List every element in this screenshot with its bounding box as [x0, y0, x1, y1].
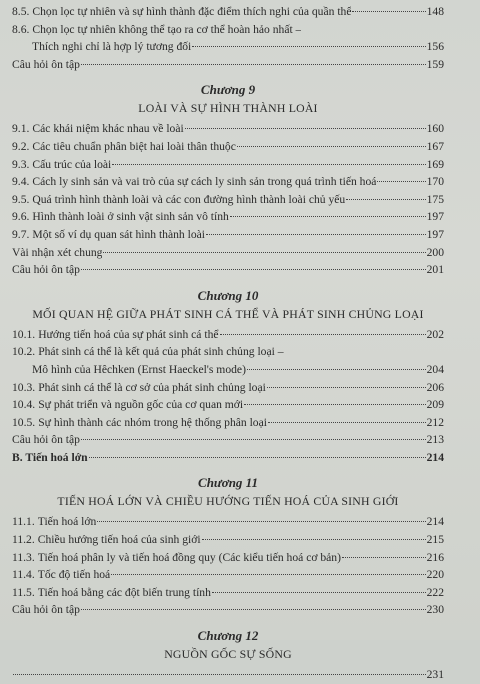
toc-entry — [12, 431, 444, 449]
page-number: 160 — [426, 122, 444, 136]
entry-title: Mô hình của Hêchken (Ernst Haeckel's mode) — [32, 362, 246, 376]
dot-leader — [192, 46, 425, 47]
entry-title: Vài nhận xét chung — [12, 245, 103, 259]
dot-leader — [220, 334, 426, 335]
dot-leader — [81, 64, 426, 65]
toc-entry — [12, 343, 444, 361]
entry-title: Câu hỏi ôn tập — [12, 263, 80, 277]
entry-title: Các tiêu chuẩn phân biệt hai loài thân thuộc — [32, 139, 236, 153]
page-number: 175 — [426, 192, 444, 206]
entry-title: Tiến hoá bằng các đột biến trung tính — [37, 585, 211, 599]
dot-leader — [81, 439, 426, 440]
entry-title: Câu hỏi ôn tập — [12, 433, 80, 447]
dot-leader — [230, 216, 426, 217]
entry-title: Một số ví dụ quan sát hình thành loài — [32, 227, 205, 241]
page-number: 170 — [426, 175, 444, 189]
page-number: 212 — [426, 415, 444, 429]
dot-leader — [237, 146, 426, 147]
page-number: 231 — [426, 668, 444, 682]
dot-leader — [346, 199, 425, 200]
toc-entry — [12, 584, 444, 602]
entry-number: 8.5. — [12, 5, 30, 18]
page-number: 206 — [426, 380, 444, 394]
dot-leader — [81, 269, 426, 270]
dot-leader — [244, 404, 425, 405]
chapter-title: NGUỒN GỐC SỰ SỐNG — [164, 647, 292, 662]
page-number: 220 — [426, 568, 444, 582]
entry-number: 10.1. — [12, 327, 36, 341]
entry-title: Hình thành loài ở sinh vật sinh sản vô tính — [32, 210, 229, 224]
entry-title: Chọn lọc tự nhiên không thể tạo ra cơ thể hoàn hảo nhất – — [32, 22, 302, 36]
dot-leader — [342, 557, 426, 558]
dot-leader — [89, 457, 426, 458]
chapter-heading: Chương 12 — [197, 628, 259, 644]
toc-entry — [12, 601, 444, 619]
dot-leader — [97, 521, 425, 522]
page-number: 148 — [426, 5, 444, 18]
chapter-title: TIẾN HOÁ LỚN VÀ CHIỀU HƯỚNG TIẾN HOÁ CỦA SINH GIỚI — [57, 494, 399, 509]
toc-entry — [12, 226, 444, 244]
toc-entry — [12, 191, 444, 209]
page-number: 169 — [426, 157, 444, 171]
chapter-heading: Chương 10 — [197, 287, 259, 303]
page-number: 159 — [426, 57, 444, 71]
entry-title: Sự phát triển và nguồn gốc của cơ quan mới — [38, 398, 244, 412]
toc-entry — [12, 666, 444, 684]
page-number: 167 — [426, 139, 444, 153]
dot-leader — [352, 11, 425, 12]
page-number: 202 — [426, 327, 444, 341]
entry-number: 10.3. — [12, 380, 36, 394]
entry-number: 9.4. — [12, 175, 30, 189]
toc-entry — [12, 120, 444, 138]
toc-entry — [12, 566, 444, 584]
dot-leader — [267, 387, 426, 388]
entry-title: Phát sinh cá thể là cơ sở của phát sinh chủng loại — [38, 380, 266, 394]
dot-leader — [377, 181, 425, 182]
toc-entry — [12, 21, 444, 39]
toc-entry — [12, 414, 444, 432]
page-number: 156 — [426, 40, 444, 54]
entry-number: 11.5. — [12, 585, 35, 599]
chapter-title: MỐI QUAN HỆ GIỮA PHÁT SINH CÁ THỂ VÀ PHÁT SINH CHỦNG LOẠI — [32, 306, 424, 321]
entry-title: Phát sinh cá thể là kết quả của phát sinh chủng loại – — [38, 345, 284, 359]
entry-number: 11.4. — [12, 568, 35, 582]
page-number: 197 — [426, 210, 444, 224]
toc-entry — [12, 513, 444, 531]
entry-title: Câu hỏi ôn tập — [12, 603, 80, 617]
entry-title: Chiều hướng tiến hoá của sinh giới — [37, 533, 201, 547]
entry-number: 10.4. — [12, 398, 36, 412]
toc-entry — [12, 261, 444, 279]
entry-number: 9.3. — [12, 157, 30, 171]
toc-entry — [12, 138, 444, 156]
page-number: 213 — [426, 433, 444, 447]
entry-number: 9.1. — [12, 122, 30, 136]
toc-entry — [12, 531, 444, 549]
toc-entry — [12, 3, 444, 21]
entry-title: Sự hình thành các nhóm trong hệ thống phân loại — [38, 415, 267, 429]
page-number: 197 — [426, 227, 444, 241]
entry-title: Chọn lọc tự nhiên và sự hình thành đặc điểm thích nghi của quần thể — [32, 5, 352, 18]
dot-leader — [185, 128, 426, 129]
entry-number: 9.5. — [12, 192, 30, 206]
toc-entry — [12, 549, 444, 567]
entry-number: 11.2. — [12, 533, 35, 547]
entry-number: 11.1. — [12, 515, 35, 529]
entry-title: Tiến hoá phân ly và tiến hoá đồng quy (Các kiểu tiến hoá cơ bản) — [37, 550, 341, 564]
entry-title: Quá trình hình thành loài và các con đường hình thành loài chủ yếu — [32, 192, 346, 206]
dot-leader — [206, 234, 426, 235]
entry-title: Tiến hoá lớn — [37, 515, 97, 529]
chapter-heading: Chương 11 — [198, 475, 258, 491]
entry-number: 11.3. — [12, 550, 35, 564]
toc-entry — [12, 244, 444, 262]
entry-title: Thích nghi chỉ là hợp lý tương đối — [32, 40, 192, 54]
page-number: 222 — [426, 585, 444, 599]
dot-leader — [268, 422, 426, 423]
dot-leader — [103, 252, 425, 253]
entry-title: Hướng tiến hoá của sự phát sinh cá thể — [38, 327, 219, 341]
toc-entry — [12, 361, 444, 379]
dot-leader — [247, 369, 426, 370]
entry-number: 10.2. — [12, 345, 36, 359]
entry-number: 9.2. — [12, 139, 30, 153]
entry-number: 8.6. — [12, 22, 30, 36]
page-number: 200 — [426, 245, 444, 259]
page-number: 214 — [426, 515, 444, 529]
toc-entry — [12, 449, 444, 467]
entry-title: Tốc độ tiến hoá — [37, 568, 111, 582]
toc-entry — [12, 156, 444, 174]
entry-number: 9.6. — [12, 210, 30, 224]
page-number: 214 — [426, 450, 444, 464]
page-number: 201 — [426, 263, 444, 277]
toc-entry — [12, 38, 444, 56]
toc-entry — [12, 326, 444, 344]
chapter-heading: Chương 9 — [200, 82, 256, 98]
entry-number: 10.5. — [12, 415, 36, 429]
toc-entry — [12, 56, 444, 74]
entry-title: Các khái niệm khác nhau về loài — [32, 122, 184, 136]
dot-leader — [212, 592, 426, 593]
entry-title: Cấu trúc của loài — [32, 157, 112, 171]
toc-entry — [12, 208, 444, 226]
entry-number: 9.7. — [12, 227, 30, 241]
dot-leader — [81, 609, 426, 610]
chapter-title: LOÀI VÀ SỰ HÌNH THÀNH LOÀI — [138, 101, 318, 116]
dot-leader — [13, 674, 426, 675]
entry-title: B. Tiến hoá lớn — [12, 450, 88, 464]
page-number: 204 — [426, 362, 444, 376]
dot-leader — [112, 164, 425, 165]
dot-leader — [111, 574, 425, 575]
page-number: 209 — [426, 398, 444, 412]
toc-entry — [12, 173, 444, 191]
page-number: 230 — [426, 603, 444, 617]
entry-title: Cách ly sinh sản và vai trò của sự cách ly sinh sản trong quá trình tiến hoá — [32, 175, 377, 189]
toc-entry — [12, 379, 444, 397]
page-number: 215 — [426, 533, 444, 547]
dot-leader — [202, 539, 426, 540]
page-number: 216 — [426, 550, 444, 564]
toc-entry — [12, 396, 444, 414]
entry-title: Câu hỏi ôn tập — [12, 57, 80, 71]
